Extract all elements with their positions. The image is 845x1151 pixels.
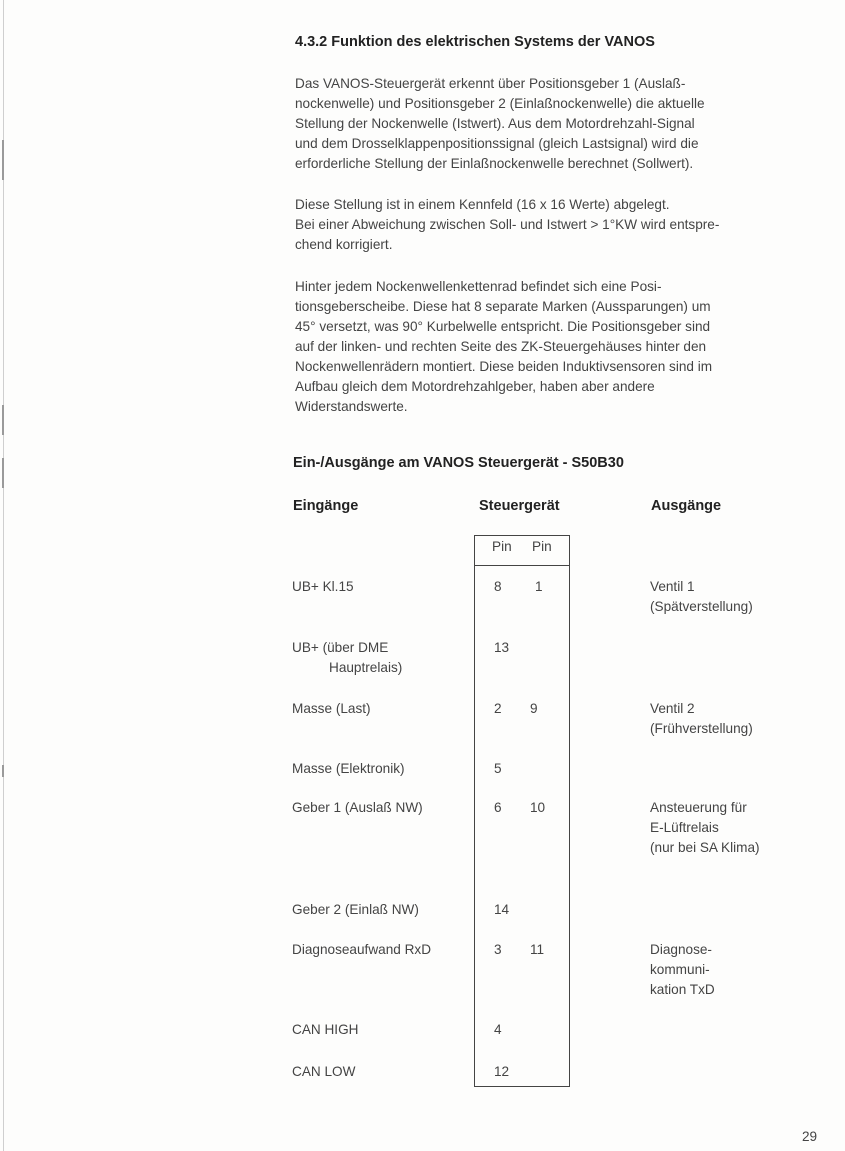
table-title: Ein-/Ausgänge am VANOS Steuergerät - S50B30 [293, 455, 624, 471]
paragraph-line: Hinter jedem Nockenwellenkettenrad befindet sich eine Posi- [295, 279, 662, 294]
output-line: Ansteuerung für [650, 800, 747, 815]
input-line: Hauptrelais) [329, 660, 403, 675]
output-line: (Frühverstellung) [650, 721, 753, 736]
output-pin: 10 [530, 800, 546, 815]
paragraph-line: erforderliche Stellung der Einlaßnockenwelle berechnet (Sollwert). [295, 156, 694, 171]
input-label [292, 699, 371, 719]
output-pin: 11 [530, 942, 545, 957]
input-pin: 3 [494, 942, 502, 957]
input-pin: 2 [494, 701, 502, 716]
output-label [650, 798, 760, 858]
pin-header-input: Pin [492, 539, 512, 554]
paragraph-line: Diese Stellung ist in einem Kennfeld (16 x 16 Werte) abgelegt. [295, 197, 670, 212]
paragraph-line: tionsgeberscheibe. Diese hat 8 separate Marken (Aussparungen) um [295, 299, 711, 314]
input-label [292, 577, 354, 597]
input-label [292, 798, 423, 818]
output-line: Ventil 2 [650, 701, 695, 716]
paragraph-line: Nockenwellenrädern montiert. Diese beiden Induktivsensoren sind im [295, 359, 713, 374]
input-pin: 5 [494, 761, 502, 776]
output-label [650, 940, 715, 1000]
input-pin: 12 [494, 1064, 510, 1079]
input-pin: 14 [494, 902, 510, 917]
outputs-column-header: Ausgänge [651, 498, 722, 514]
paragraph-line: Stellung der Nockenwelle (Istwert). Aus dem Motordrehzahl-Signal [295, 116, 695, 131]
input-label [292, 900, 419, 920]
input-pin: 8 [494, 579, 502, 594]
paragraph-line: Aufbau gleich dem Motordrehzahlgeber, haben aber andere [295, 379, 655, 394]
output-line: kation TxD [650, 982, 715, 997]
input-line: Geber 1 (Auslaß NW) [292, 800, 423, 815]
page-number: 29 [802, 1129, 818, 1144]
output-line: (Spätverstellung) [650, 599, 753, 614]
scan-edge-mark [2, 405, 4, 435]
output-label [650, 577, 753, 617]
input-line: UB+ (über DME [292, 640, 389, 655]
input-line: Masse (Elektronik) [292, 761, 405, 776]
input-pin: 4 [494, 1022, 502, 1037]
pin-header-output: Pin [532, 539, 552, 554]
output-line: kommuni- [650, 962, 710, 977]
output-line: Ventil 1 [650, 579, 695, 594]
input-label [292, 638, 402, 678]
input-line: Geber 2 (Einlaß NW) [292, 902, 419, 917]
input-line: UB+ Kl.15 [292, 579, 354, 594]
input-label [292, 759, 405, 779]
paragraph-line: Das VANOS-Steuergerät erkennt über Positionsgeber 1 (Auslaß- [295, 76, 686, 91]
scan-edge-mark [2, 140, 4, 180]
input-label [292, 1062, 355, 1082]
output-line: E-Lüftrelais [650, 820, 719, 835]
output-label [650, 699, 753, 739]
output-pin: 9 [530, 701, 538, 716]
input-line: Diagnoseaufwand RxD [292, 942, 432, 957]
input-line: CAN HIGH [292, 1022, 359, 1037]
input-label [292, 1020, 358, 1040]
input-pin: 13 [494, 640, 510, 655]
inputs-column-header: Eingänge [293, 498, 359, 514]
output-line: (nur bei SA Klima) [650, 840, 760, 855]
paragraph-line: nockenwelle) und Positionsgeber 2 (Einlaßnockenwelle) die aktuelle [295, 96, 705, 111]
paragraph-1 [295, 74, 810, 174]
input-label [292, 940, 431, 960]
paragraph-line: und dem Drosselklappenpositionssignal (gleich Lastsignal) wird die [295, 136, 699, 151]
ecu-header-divider [474, 565, 570, 566]
paragraph-line: auf der linken- und rechten Seite des ZK-Steuergehäuses hinter den [295, 339, 707, 354]
ecu-column-header: Steuergerät [479, 498, 560, 514]
paragraph-line: chend korrigiert. [295, 237, 393, 252]
input-line: Masse (Last) [292, 701, 371, 716]
paragraph-line: Bei einer Abweichung zwischen Soll- und Istwert > 1°KW wird entspre- [295, 217, 720, 232]
input-pin: 6 [494, 800, 502, 815]
paragraph-line: 45° versetzt, was 90° Kurbelwelle entspricht. Die Positionsgeber sind [295, 319, 711, 334]
scan-edge-mark [2, 458, 4, 488]
paragraph-3 [295, 277, 810, 417]
paragraph-2 [295, 195, 810, 255]
scan-edge-mark [2, 765, 4, 777]
paragraph-line: Widerstandswerte. [295, 399, 408, 414]
ecu-box [474, 535, 570, 1087]
section-title: 4.3.2 Funktion des elektrischen Systems der VANOS [295, 34, 655, 50]
output-pin: 1 [535, 579, 543, 594]
output-line: Diagnose- [650, 942, 712, 957]
input-line: CAN LOW [292, 1064, 356, 1079]
